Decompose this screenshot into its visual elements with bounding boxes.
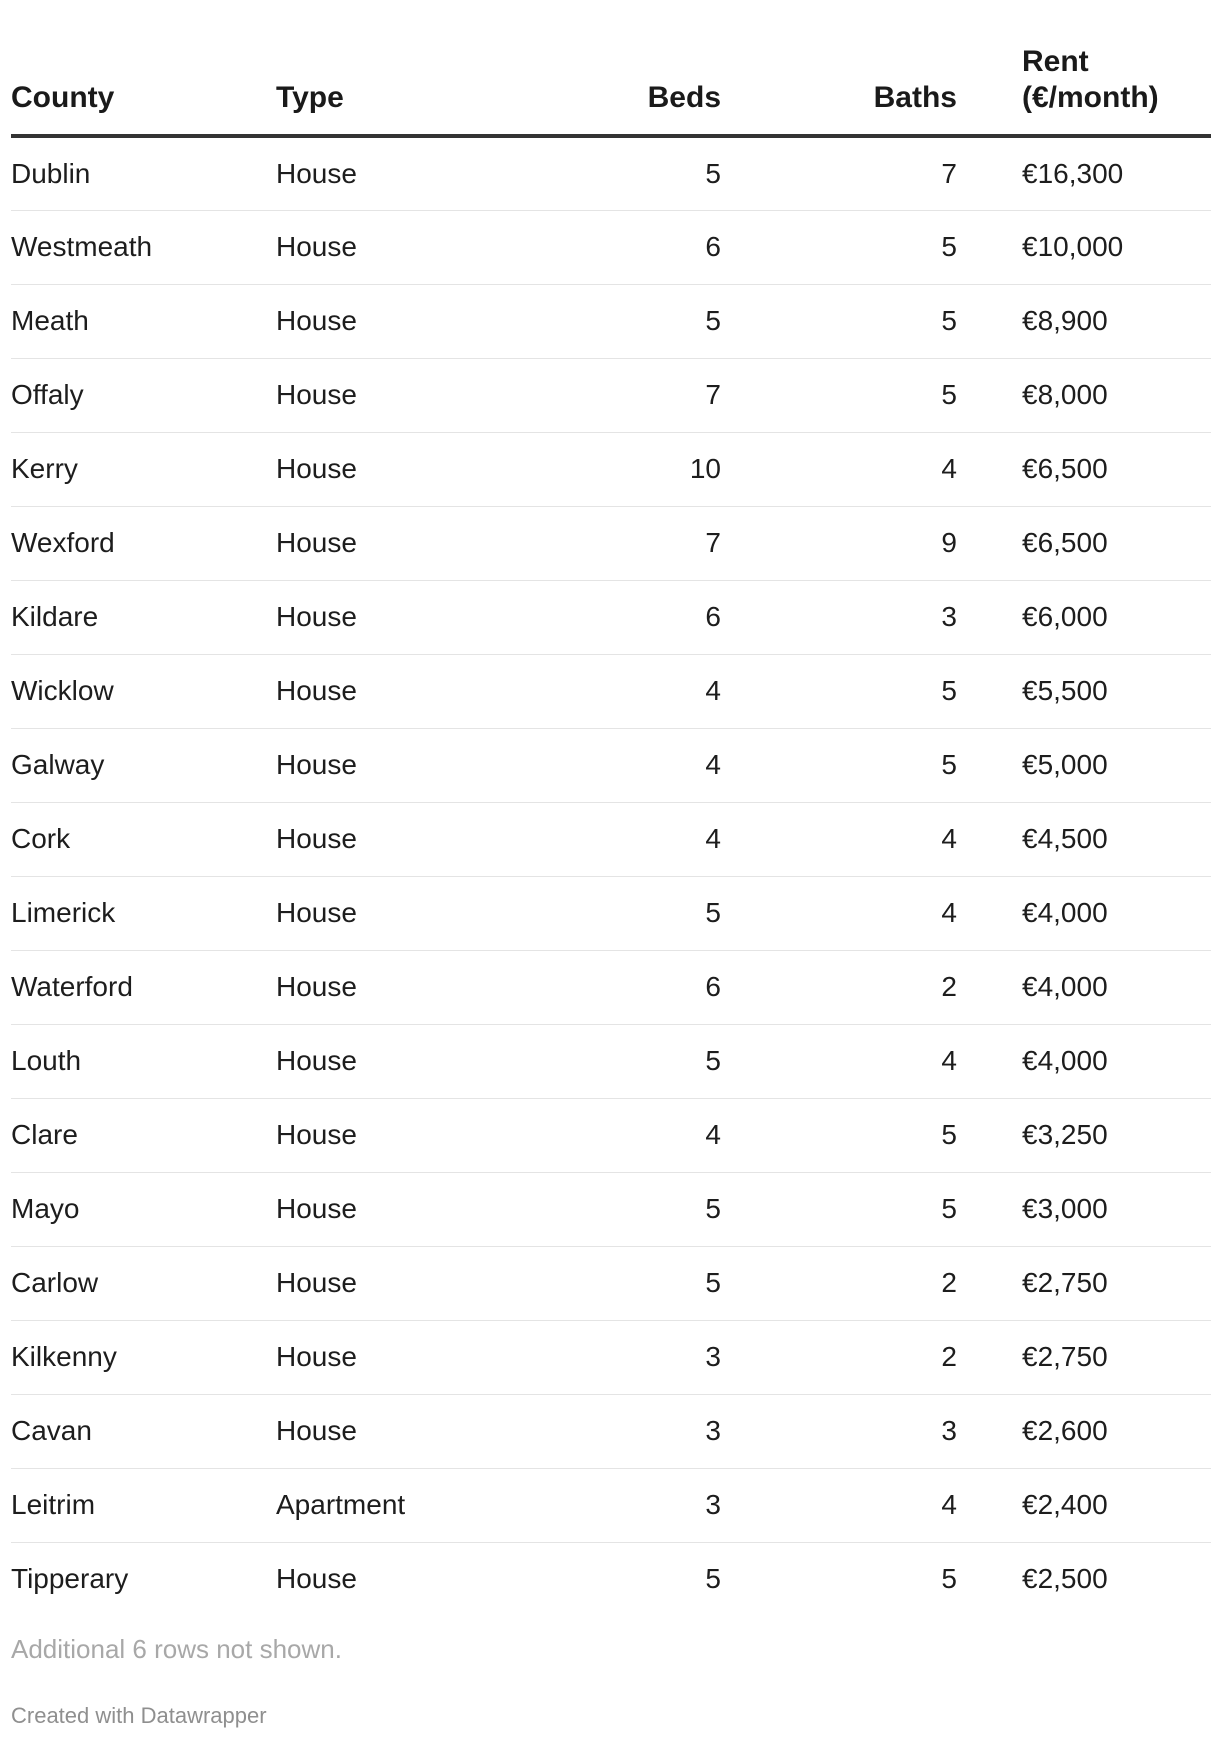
cell-baths: 5	[721, 654, 957, 728]
cell-beds: 3	[476, 1394, 721, 1468]
table-row	[11, 950, 1211, 1024]
cell-beds: 6	[476, 210, 721, 284]
table-body	[11, 136, 1211, 1616]
cell-beds: 4	[476, 728, 721, 802]
cell-baths: 3	[721, 580, 957, 654]
cell-county: Tipperary	[11, 1563, 129, 1595]
cell-beds: 5	[476, 1246, 721, 1320]
cell-beds: 7	[476, 506, 721, 580]
cell-beds: 5	[476, 136, 721, 210]
cell-type: House	[276, 728, 476, 802]
table-row	[11, 802, 1211, 876]
cell-county: Dublin	[11, 136, 276, 210]
cell-type: House	[276, 950, 476, 1024]
table-row	[11, 728, 1211, 802]
datawrapper-credit: Created with Datawrapper	[11, 1703, 267, 1728]
cell-county: Limerick	[11, 876, 276, 950]
cell-type: House	[276, 876, 476, 950]
table-row	[11, 1468, 1211, 1542]
cell-type: House	[276, 1394, 476, 1468]
cell-baths: 5	[721, 210, 957, 284]
cell-type: House	[276, 358, 476, 432]
cell-baths: 2	[721, 950, 957, 1024]
cell-rent: €4,000	[957, 876, 1211, 950]
cell-county: Waterford	[11, 950, 276, 1024]
cell-baths: 4	[721, 1468, 957, 1542]
cell-county: Meath	[11, 284, 276, 358]
cell-baths: 7	[721, 136, 957, 210]
cell-rent: €2,600	[957, 1394, 1211, 1468]
table-row	[11, 1394, 1211, 1468]
cell-rent: €8,000	[957, 358, 1211, 432]
cell-type: Apartment	[276, 1468, 476, 1542]
cell-county: Mayo	[11, 1172, 276, 1246]
cell-type: House	[276, 1320, 476, 1394]
cell-county: Offaly	[11, 358, 276, 432]
cell-county: Kildare	[11, 580, 276, 654]
cell-rent: €4,000	[957, 950, 1211, 1024]
cell-county: Louth	[11, 1024, 276, 1098]
cell-type: House	[276, 1098, 476, 1172]
cell-baths: 4	[721, 802, 957, 876]
table-row	[11, 654, 1211, 728]
cell-baths: 4	[721, 432, 957, 506]
cell-rent: €10,000	[957, 210, 1211, 284]
column-header-type[interactable]: Type	[276, 0, 476, 136]
cell-type: House	[276, 506, 476, 580]
table-row	[11, 358, 1211, 432]
table-row	[11, 876, 1211, 950]
cell-beds: 4	[476, 654, 721, 728]
cell-rent: €2,500	[1022, 1563, 1108, 1595]
cell-rent: €2,750	[957, 1320, 1211, 1394]
cell-beds: 3	[476, 1468, 721, 1542]
cell-beds: 5	[476, 284, 721, 358]
table-row	[11, 1542, 1211, 1616]
cell-type: House	[276, 432, 476, 506]
cell-baths: 5	[941, 1563, 957, 1595]
cell-baths: 4	[721, 876, 957, 950]
cell-baths: 2	[721, 1246, 957, 1320]
table-row	[11, 580, 1211, 654]
cell-baths: 4	[721, 1024, 957, 1098]
cell-type: House	[276, 1172, 476, 1246]
cell-rent: €4,000	[957, 1024, 1211, 1098]
cell-county: Kerry	[11, 432, 276, 506]
cell-beds: 4	[476, 802, 721, 876]
cell-rent: €6,500	[957, 506, 1211, 580]
cell-rent: €16,300	[957, 136, 1211, 210]
cell-beds: 5	[476, 1172, 721, 1246]
cell-beds: 3	[476, 1320, 721, 1394]
cell-rent: €5,500	[957, 654, 1211, 728]
cell-county: Westmeath	[11, 210, 276, 284]
column-header-rent[interactable]: Rent (€/month)	[957, 0, 1211, 136]
cell-county: Cavan	[11, 1394, 276, 1468]
cell-county: Wicklow	[11, 654, 276, 728]
cell-baths: 5	[721, 1172, 957, 1246]
cell-county: Carlow	[11, 1246, 276, 1320]
rows-not-shown-note: Additional 6 rows not shown.	[11, 1634, 342, 1664]
cell-rent: €3,250	[957, 1098, 1211, 1172]
cell-rent: €3,000	[957, 1172, 1211, 1246]
table-row	[11, 506, 1211, 580]
cell-type: House	[276, 136, 476, 210]
cell-type: House	[276, 802, 476, 876]
cell-county: Clare	[11, 1098, 276, 1172]
column-header-baths[interactable]: Baths	[721, 0, 957, 136]
cell-baths: 5	[721, 728, 957, 802]
cell-type: House	[276, 284, 476, 358]
table-row	[11, 1320, 1211, 1394]
cell-rent: €4,500	[957, 802, 1211, 876]
rent-table	[11, 0, 1211, 1616]
cell-type: House	[276, 1024, 476, 1098]
cell-type: House	[276, 654, 476, 728]
cell-rent: €2,400	[957, 1468, 1211, 1542]
cell-baths: 2	[721, 1320, 957, 1394]
column-header-beds[interactable]: Beds	[476, 0, 721, 136]
cell-county: Wexford	[11, 506, 276, 580]
cell-baths: 5	[721, 358, 957, 432]
table-row	[11, 1172, 1211, 1246]
cell-beds: 7	[476, 358, 721, 432]
cell-beds: 10	[476, 432, 721, 506]
cell-beds: 5	[476, 876, 721, 950]
cell-county: Galway	[11, 728, 276, 802]
cell-type: House	[276, 1563, 357, 1595]
table-row	[11, 432, 1211, 506]
cell-beds: 6	[476, 580, 721, 654]
table-row	[11, 1246, 1211, 1320]
cell-county: Leitrim	[11, 1468, 276, 1542]
cell-county: Kilkenny	[11, 1320, 276, 1394]
cell-beds: 5	[705, 1563, 721, 1595]
table-row	[11, 1098, 1211, 1172]
cell-type: House	[276, 210, 476, 284]
table-row	[11, 136, 1211, 210]
cell-beds: 6	[476, 950, 721, 1024]
cell-baths: 5	[721, 1098, 957, 1172]
cell-type: House	[276, 580, 476, 654]
cell-beds: 4	[476, 1098, 721, 1172]
column-header-county[interactable]: County	[11, 0, 276, 136]
rent-table-container	[11, 0, 1211, 1616]
table-header	[11, 0, 1211, 136]
cell-baths: 5	[721, 284, 957, 358]
cell-baths: 3	[721, 1394, 957, 1468]
cell-type: House	[276, 1246, 476, 1320]
table-row	[11, 1024, 1211, 1098]
cell-rent: €5,000	[957, 728, 1211, 802]
cell-county: Cork	[11, 802, 276, 876]
cell-baths: 9	[721, 506, 957, 580]
cell-rent: €6,000	[957, 580, 1211, 654]
cell-beds: 5	[476, 1024, 721, 1098]
cell-rent: €6,500	[957, 432, 1211, 506]
table-row	[11, 284, 1211, 358]
header-row	[11, 0, 1211, 136]
table-row	[11, 210, 1211, 284]
cell-rent: €8,900	[957, 284, 1211, 358]
cell-rent: €2,750	[957, 1246, 1211, 1320]
